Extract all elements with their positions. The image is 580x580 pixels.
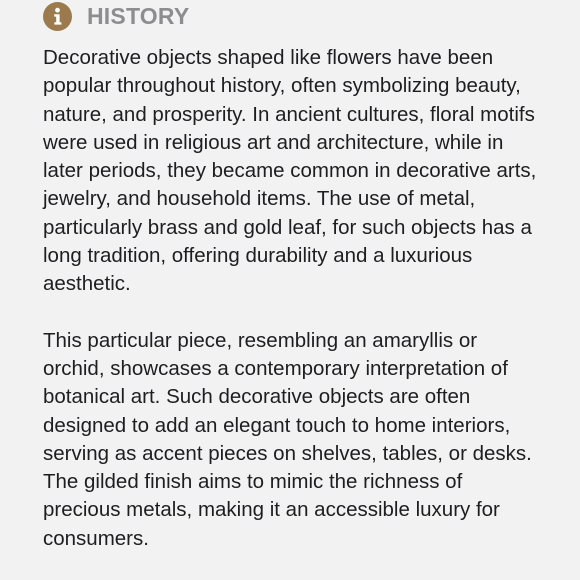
- section-header: [43, 0, 540, 32]
- info-icon: [43, 2, 72, 31]
- section-title: HISTORY: [87, 2, 190, 29]
- history-paragraph-1: Decorative objects shaped like flowers have been popular throughout history, often symbolizing beauty, nature, and prosperity. In ancient cultures, floral motifs were used in religious art and architecture, while in later periods, they became common in decorative arts, jewelry, and household items. The use of metal, particularly brass and gold leaf, for such objects has a long tradition, offering durability and a luxurious aesthetic.: [43, 46, 537, 296]
- history-paragraph-2: This particular piece, resembling an amaryllis or orchid, showcases a contemporary interpretation of botanical art. Such decorative objects are often designed to add an elegant touch to home interiors, serving as accent pieces on shelves, tables, or desks. The gilded finish aims to mimic the richness of precious metals, making it an accessible luxury for consumers.: [43, 328, 532, 550]
